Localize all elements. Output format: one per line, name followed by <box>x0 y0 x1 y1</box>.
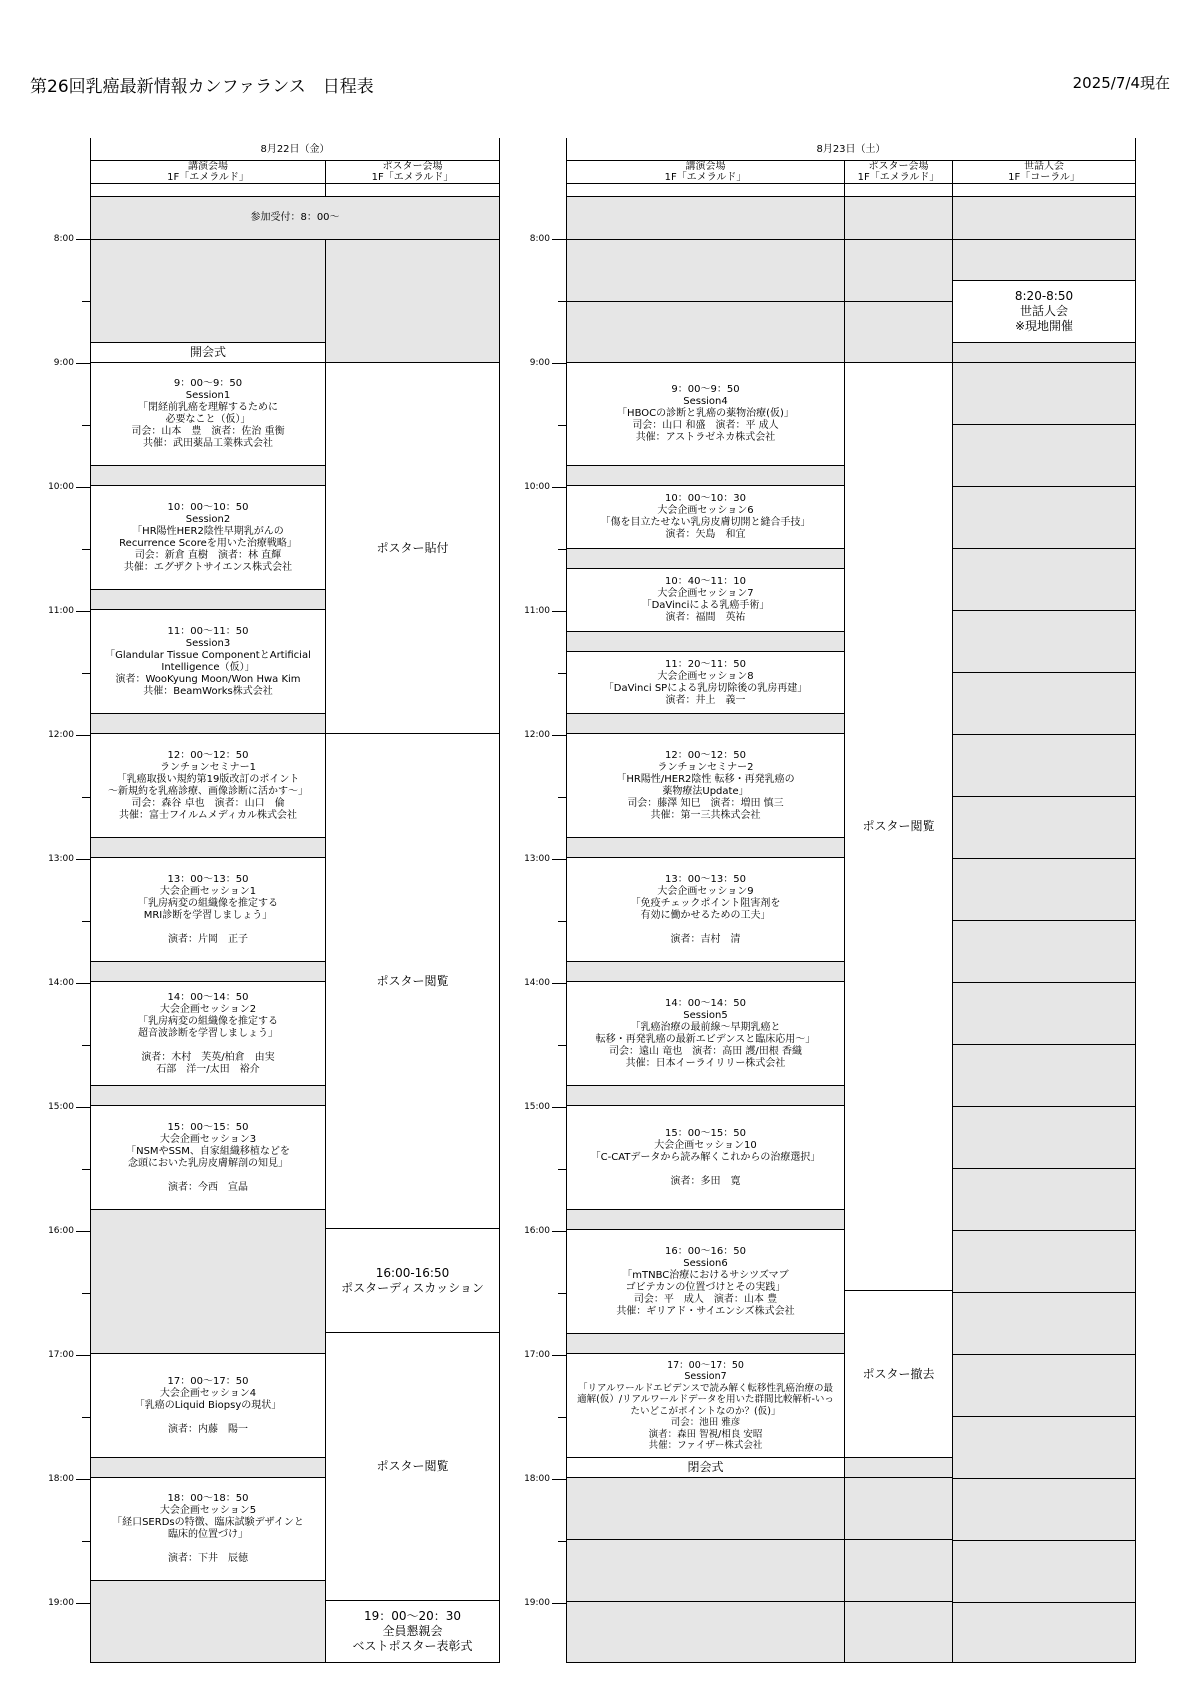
day2-spacer <box>952 183 1136 197</box>
hour-tick <box>76 735 90 736</box>
day1-spacer <box>325 183 500 197</box>
day2-special-session7[interactable]: 10：40～11：10 大会企画セッション7 「DaVinciによる乳癌手術」 演者：福間 英祐 <box>566 568 845 632</box>
day2-break <box>566 631 845 652</box>
page-title: 第26回乳癌最新情報カンファランス 日程表 <box>30 77 374 97</box>
day2-special-session8[interactable]: 11：20～11：50 大会企画セッション8 「DaVinci SPによる乳房切除後の乳房再建」 演者：井上 義一 <box>566 651 845 714</box>
day1-main-hall-header: 講演会場 1F「エメラルド」 <box>90 160 326 184</box>
day2-break <box>566 1209 845 1230</box>
day2-session6[interactable]: 16：00～16：50 Session6 「mTNBC治療におけるサシツズマブ ゴビテカンの位置づけとその実践」 司会：平 成人 演者：山本 豊 共催：ギリアド・サイエンシズ株式会社 <box>566 1229 845 1334</box>
hour-tick <box>552 1231 566 1232</box>
day2-organizer-empty <box>952 548 1136 611</box>
day2-poster-removal: ポスター撤去 <box>844 1290 953 1458</box>
day2-break <box>566 465 845 486</box>
day1-poster-hall-header: ポスター会場 1F「エメラルド」 <box>325 160 500 184</box>
half-hour-tick <box>82 1169 90 1170</box>
time-label: 11:00 <box>524 606 550 616</box>
day2-main-empty <box>566 1477 845 1540</box>
as-of-date: 2025/7/4現在 <box>1072 74 1170 92</box>
hour-tick <box>76 1479 90 1480</box>
day2-break <box>566 713 845 734</box>
day2-organizer-empty <box>952 1168 1136 1231</box>
day1-poster-empty <box>325 239 500 363</box>
day2-organizer-empty <box>952 610 1136 673</box>
day2-organizer-empty <box>952 858 1136 921</box>
time-label: 12:00 <box>48 730 74 740</box>
half-hour-tick <box>558 1169 566 1170</box>
day2-organizer-empty <box>952 1540 1136 1603</box>
time-label: 15:00 <box>524 1102 550 1112</box>
day2-main-empty <box>566 239 845 302</box>
day2-poster-viewing: ポスター閲覧 <box>844 362 953 1291</box>
time-label: 14:00 <box>48 978 74 988</box>
day1-session1[interactable]: 9：00～9：50 Session1 「閉経前乳癌を理解するために 必要なこと（仮）」 司会：山本 豊 演者：佐治 重衡 共催：武田薬品工業株式会社 <box>90 362 326 466</box>
hour-tick <box>76 1355 90 1356</box>
day1-break <box>90 961 326 982</box>
half-hour-tick <box>558 921 566 922</box>
day2-poster-hall-header: ポスター会場 1F「エメラルド」 <box>844 160 953 184</box>
hour-tick <box>552 983 566 984</box>
hour-tick <box>76 983 90 984</box>
half-hour-tick <box>558 1541 566 1542</box>
day2-organizer-meeting[interactable]: 8:20-8:50 世話人会 ※現地開催 <box>952 280 1136 343</box>
day2-organizer-empty <box>952 672 1136 735</box>
hour-tick <box>552 859 566 860</box>
time-label: 13:00 <box>524 854 550 864</box>
day2-organizer-empty <box>952 486 1136 549</box>
day1-special-session2[interactable]: 14：00～14：50 大会企画セッション2 「乳房病変の組織像を推定する 超音波診断を学習しましょう」 演者：木村 芙英/柏倉 由実 石部 洋一/太田 裕介 <box>90 981 326 1086</box>
day2-organizer-empty <box>952 196 1136 240</box>
day2-special-session6[interactable]: 10：00～10：30 大会企画セッション6 「傷を目立たせない乳房皮膚切開と縫合手技」 演者：矢島 和宜 <box>566 485 845 549</box>
day2-luncheon-seminar2[interactable]: 12：00～12：50 ランチョンセミナー2 「HR陽性/HER2陰性 転移・再発乳癌の 薬物療法Update」 司会：藤澤 知巳 演者：増田 慎三 共催：第一三共株式会社 <box>566 733 845 838</box>
day2-organizer-empty <box>952 982 1136 1045</box>
day1-date-header: 8月22日（金） <box>90 138 500 161</box>
day2-organizer-empty <box>952 1354 1136 1417</box>
day2-break <box>566 1085 845 1106</box>
day1-special-session3[interactable]: 15：00～15：50 大会企画セッション3 「NSMやSSM、自家組織移植などを 念頭においた乳房皮膚解剖の知見」 演者：今西 宣晶 <box>90 1105 326 1210</box>
time-label: 18:00 <box>48 1474 74 1484</box>
hour-tick <box>76 859 90 860</box>
hour-tick <box>76 363 90 364</box>
half-hour-tick <box>82 1045 90 1046</box>
hour-tick <box>552 611 566 612</box>
day2-session5[interactable]: 14：00～14：50 Session5 「乳癌治療の最前線～早期乳癌と 転移・再発乳癌の最新エビデンスと臨床応用～」 司会：遠山 竜也 演者：高田 護/田根 香織 共催：日本イーライリリー株式会社 <box>566 981 845 1086</box>
time-label: 10:00 <box>48 482 74 492</box>
day1-poster-attach: ポスター貼付 <box>325 362 500 734</box>
day1-special-session4[interactable]: 17：00～17：50 大会企画セッション4 「乳癌のLiquid Biopsyの現状」 演者：内藤 陽一 <box>90 1353 326 1458</box>
half-hour-tick <box>558 1293 566 1294</box>
hour-tick <box>552 1603 566 1604</box>
day1-spacer <box>90 183 326 197</box>
day2-poster-empty <box>844 239 953 302</box>
day2-break <box>566 837 845 858</box>
day2-organizer-empty <box>952 796 1136 859</box>
day2-organizer-empty <box>952 1230 1136 1293</box>
day2-organizer-empty <box>952 1416 1136 1479</box>
day1-social-gathering[interactable]: 19：00～20：30 全員懇親会 ベストポスター表彰式 <box>325 1600 500 1663</box>
hour-tick <box>76 1107 90 1108</box>
hour-tick <box>552 1107 566 1108</box>
day2-organizer-empty <box>952 424 1136 487</box>
time-label: 9:00 <box>53 358 74 368</box>
half-hour-tick <box>82 797 90 798</box>
time-label: 17:00 <box>524 1350 550 1360</box>
day2-organizer-empty <box>952 1044 1136 1107</box>
hour-tick <box>76 1231 90 1232</box>
time-label: 18:00 <box>524 1474 550 1484</box>
day2-main-empty <box>566 1601 845 1663</box>
half-hour-tick <box>82 673 90 674</box>
time-label: 8:00 <box>53 234 74 244</box>
hour-tick <box>552 487 566 488</box>
day2-session7[interactable]: 17：00～17：50 Session7 「リアルワールドエビデンスで読み解く転移性乳癌治療の最 適解(仮）/リアルワールドデータを用いた群間比較解析-いっ たいどこがポイントなのか？(仮)」 司会：池田 雅彦 演者：森田 智視/相良 安昭 共催：ファイザー株式会社 <box>566 1353 845 1458</box>
day2-organizer-empty <box>952 239 1136 281</box>
time-label: 19:00 <box>48 1598 74 1608</box>
time-label: 16:00 <box>48 1226 74 1236</box>
day2-poster-empty <box>844 196 953 240</box>
day2-special-session9[interactable]: 13：00～13：50 大会企画セッション9 「免疫チェックポイント阻害剤を 有効に働かせるための工夫」 演者：吉村 清 <box>566 857 845 962</box>
hour-tick <box>552 363 566 364</box>
time-label: 12:00 <box>524 730 550 740</box>
time-label: 14:00 <box>524 978 550 988</box>
half-hour-tick <box>558 549 566 550</box>
half-hour-tick <box>82 1541 90 1542</box>
time-label: 8:00 <box>529 234 550 244</box>
day1-luncheon-seminar1[interactable]: 12：00～12：50 ランチョンセミナー1 「乳癌取扱い規約第19版改訂のポイント ～新規約を乳癌診療、画像診断に活かす～」 司会：森谷 卓也 演者：山口 倫 共催：富士フイルムメディカル株式会社 <box>90 733 326 838</box>
day2-organizer-empty <box>952 362 1136 425</box>
day2-organizer-empty <box>952 342 1136 363</box>
time-label: 13:00 <box>48 854 74 864</box>
day1-break <box>90 1085 326 1106</box>
day2-poster-empty <box>844 1457 953 1478</box>
hour-tick <box>76 487 90 488</box>
day2-break <box>566 1333 845 1354</box>
day1-break <box>90 465 326 486</box>
time-label: 9:00 <box>529 358 550 368</box>
day1-special-session5[interactable]: 18：00～18：50 大会企画セッション5 「経口SERDsの特徴、臨床試験デザインと 臨床的位置づけ」 演者：下井 辰徳 <box>90 1477 326 1581</box>
half-hour-tick <box>82 921 90 922</box>
hour-tick <box>552 1479 566 1480</box>
day1-special-session1[interactable]: 13：00～13：50 大会企画セッション1 「乳房病変の組織像を推定する MRI診断を学習しましょう」 演者：片岡 正子 <box>90 857 326 962</box>
day2-main-empty <box>566 301 845 363</box>
half-hour-tick <box>82 301 90 302</box>
hour-tick <box>552 735 566 736</box>
time-label: 19:00 <box>524 1598 550 1608</box>
hour-tick <box>552 239 566 240</box>
day2-main-empty <box>566 196 845 240</box>
day1-opening-ceremony: 開会式 <box>90 342 326 363</box>
day1-session2[interactable]: 10：00～10：50 Session2 「HR陽性HER2陰性早期乳がんの Recurrence Scoreを用いた治療戦略」 司会：新倉 直樹 演者：林 直輝 共催：エグザクトサイエンス株式会社 <box>90 485 326 590</box>
half-hour-tick <box>82 425 90 426</box>
half-hour-tick <box>558 1045 566 1046</box>
day2-spacer <box>566 183 845 197</box>
day1-reception <box>90 196 500 240</box>
half-hour-tick <box>558 673 566 674</box>
day2-organizer-empty <box>952 1292 1136 1355</box>
day2-poster-empty <box>844 1539 953 1602</box>
half-hour-tick <box>82 1293 90 1294</box>
day1-break <box>90 1457 326 1478</box>
day1-break <box>90 713 326 734</box>
day1-break <box>90 1209 326 1354</box>
day2-organizer-empty <box>952 1478 1136 1541</box>
day2-main-empty <box>566 1539 845 1602</box>
day1-session3[interactable]: 11：00～11：50 Session3 「Glandular Tissue ComponentとArtificial Intelligence（仮）」 演者：WooKyung Moon/Won Hwa Kim 共催：BeamWorks株式会社 <box>90 609 326 714</box>
day1-poster-viewing1: ポスター閲覧 <box>325 733 500 1229</box>
half-hour-tick <box>558 301 566 302</box>
day1-poster-viewing2: ポスター閲覧 <box>325 1332 500 1601</box>
day2-organizer-room-header: 世話人会 1F「コーラル」 <box>952 160 1136 184</box>
day2-main-hall-header: 講演会場 1F「エメラルド」 <box>566 160 845 184</box>
reception-label: 参加受付：8：00～ <box>250 212 340 223</box>
day2-organizer-empty <box>952 1106 1136 1169</box>
half-hour-tick <box>82 549 90 550</box>
day2-break <box>566 961 845 982</box>
day2-closing-ceremony: 閉会式 <box>566 1457 845 1478</box>
day2-organizer-empty <box>952 1602 1136 1663</box>
hour-tick <box>76 239 90 240</box>
day1-break <box>90 589 326 610</box>
day2-session4[interactable]: 9：00～9：50 Session4 「HBOCの診断と乳癌の薬物治療(仮)」 司会：山口 和盛 演者：平 成人 共催：アストラゼネカ株式会社 <box>566 362 845 466</box>
hour-tick <box>552 1355 566 1356</box>
day2-poster-empty <box>844 1477 953 1540</box>
time-label: 16:00 <box>524 1226 550 1236</box>
time-label: 11:00 <box>48 606 74 616</box>
day2-date-header: 8月23日（土） <box>566 138 1136 161</box>
day2-spacer <box>844 183 953 197</box>
day1-break <box>90 837 326 858</box>
day2-poster-empty <box>844 301 953 363</box>
time-label: 17:00 <box>48 1350 74 1360</box>
half-hour-tick <box>82 1417 90 1418</box>
day1-main-empty <box>90 239 326 343</box>
time-label: 15:00 <box>48 1102 74 1112</box>
hour-tick <box>76 1603 90 1604</box>
day1-poster-discussion[interactable]: 16:00-16:50 ポスターディスカッション <box>325 1228 500 1333</box>
half-hour-tick <box>558 1417 566 1418</box>
day2-break <box>566 548 845 569</box>
day2-poster-empty <box>844 1601 953 1663</box>
day1-break <box>90 1580 326 1663</box>
day2-organizer-empty <box>952 734 1136 797</box>
half-hour-tick <box>558 425 566 426</box>
day2-special-session10[interactable]: 15：00～15：50 大会企画セッション10 「C-CATデータから読み解くこれからの治療選択」 演者：多田 寛 <box>566 1105 845 1210</box>
half-hour-tick <box>558 797 566 798</box>
time-label: 10:00 <box>524 482 550 492</box>
hour-tick <box>76 611 90 612</box>
day2-organizer-empty <box>952 920 1136 983</box>
